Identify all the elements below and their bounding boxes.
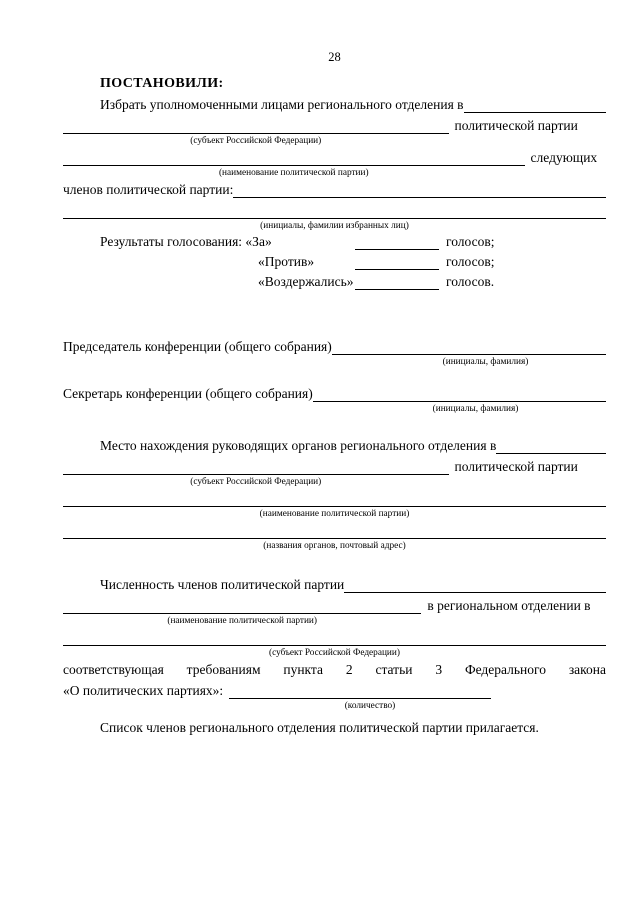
signatures-section [63,336,606,415]
organs-address-caption: (названия органов, почтовый адрес) [263,541,406,551]
election-partyname-row [63,147,606,168]
blank-line [313,401,606,402]
regional-suffix-text: в региональном отделении в [427,598,591,613]
location-subject-row [63,456,606,477]
subject-caption: (субъект Российской Федерации) [190,477,322,487]
initials-surname-caption: (инициалы, фамилия) [442,357,529,367]
elected-caption-row [63,221,606,232]
initials-surname-caption: (инициалы, фамилия) [432,404,519,414]
blank-line [63,218,606,219]
blank-line [63,133,449,134]
vote-for-row [63,232,606,252]
law-quantity-row [63,680,606,701]
blank-line [233,197,606,198]
blank-line [344,592,606,593]
attachment-note-row [63,717,606,738]
party-suffix-text: политической партии [454,459,578,474]
blank-line [63,538,606,539]
blank-line [63,165,525,166]
votes-against-text: голосов; [446,254,495,269]
party-name-caption: (наименование политической партии) [259,509,410,519]
blank-line [355,289,439,290]
election-intro-row [63,94,606,115]
location-intro-row [63,435,606,456]
blank-line [63,474,449,475]
location-subject-caption-row [63,477,606,488]
chairman-row [63,336,606,357]
party-suffix-text: политической партии [454,118,578,133]
location-partyname-blank-row [63,488,606,509]
membership-partyname-caption-row [63,616,606,627]
vote-against-text: «Против» [258,254,315,269]
membership-subject-blank-row [63,627,606,648]
party-name-caption: (наименование политической партии) [218,168,369,178]
subject-caption-row [63,136,606,147]
secretary-label-text: Секретарь конференции (общего собрания) [63,386,313,401]
subject-caption: (субъект Российской Федерации) [269,648,400,658]
party-name-caption: (наименование политической партии) [167,616,318,626]
election-section [63,94,606,232]
vote-abstained-text: «Воздержались» [258,274,354,289]
votes-for-text: голосов; [446,234,495,249]
blank-line [332,354,606,355]
membership-section [63,574,606,738]
vote-intro-text: Результаты голосования: «За» [100,234,272,249]
location-section [63,435,606,552]
location-partyname-caption-row [63,509,606,520]
members-label-row [63,179,606,200]
resolution-heading: ПОСТАНОВИЛИ: [100,76,224,91]
following-suffix-text: следующих [530,150,598,165]
blank-line [355,269,439,270]
secretary-caption-row [63,404,606,415]
blank-line [464,112,606,113]
law-reference-text2: «О политических партиях»: [63,683,224,698]
location-address-caption-row [63,541,606,552]
blank-line [496,453,606,454]
blank-line [355,249,439,250]
page-number: 28 [328,50,341,64]
caption-spacer [63,357,365,368]
membership-intro-text: Численность членов политической партии [100,577,345,592]
chairman-label-text: Председатель конференции (общего собрания) [63,339,332,354]
subject-caption: (субъект Российской Федерации) [190,136,322,146]
voting-results-section [63,232,606,292]
blank-line [229,698,491,699]
elected-persons-caption: (инициалы, фамилии избранных лиц) [260,221,409,231]
location-address-blank-row [63,520,606,541]
membership-partyname-row [63,595,606,616]
location-intro-text: Место нахождения руководящих органов регионального отделения в [100,438,497,453]
partyname-caption-row [63,168,606,179]
blank-line [63,506,606,507]
vote-against-row [63,252,606,272]
vote-abstained-row [63,272,606,292]
law-reference-text: соответствующая требованиям пункта 2 статьи 3 Федерального закона [63,662,606,677]
secretary-row [63,383,606,404]
chairman-caption-row [63,357,606,368]
election-intro-text: Избрать уполномоченными лицами регионального отделения в [100,97,464,112]
election-subject-row [63,115,606,136]
membership-subject-caption-row [63,648,606,659]
attachment-note-text: Список членов регионального отделения политической партии прилагается. [100,720,539,735]
members-blank-row [63,200,606,221]
membership-intro-row [63,574,606,595]
quantity-caption: (количество) [344,701,396,711]
blank-line [63,645,606,646]
blank-line [63,613,421,614]
quantity-caption-row [63,701,606,712]
caption-spacer [63,404,345,415]
caption-spacer [63,701,239,712]
votes-abstained-text: голосов. [446,274,495,289]
members-label-text: членов политической партии: [63,182,234,197]
